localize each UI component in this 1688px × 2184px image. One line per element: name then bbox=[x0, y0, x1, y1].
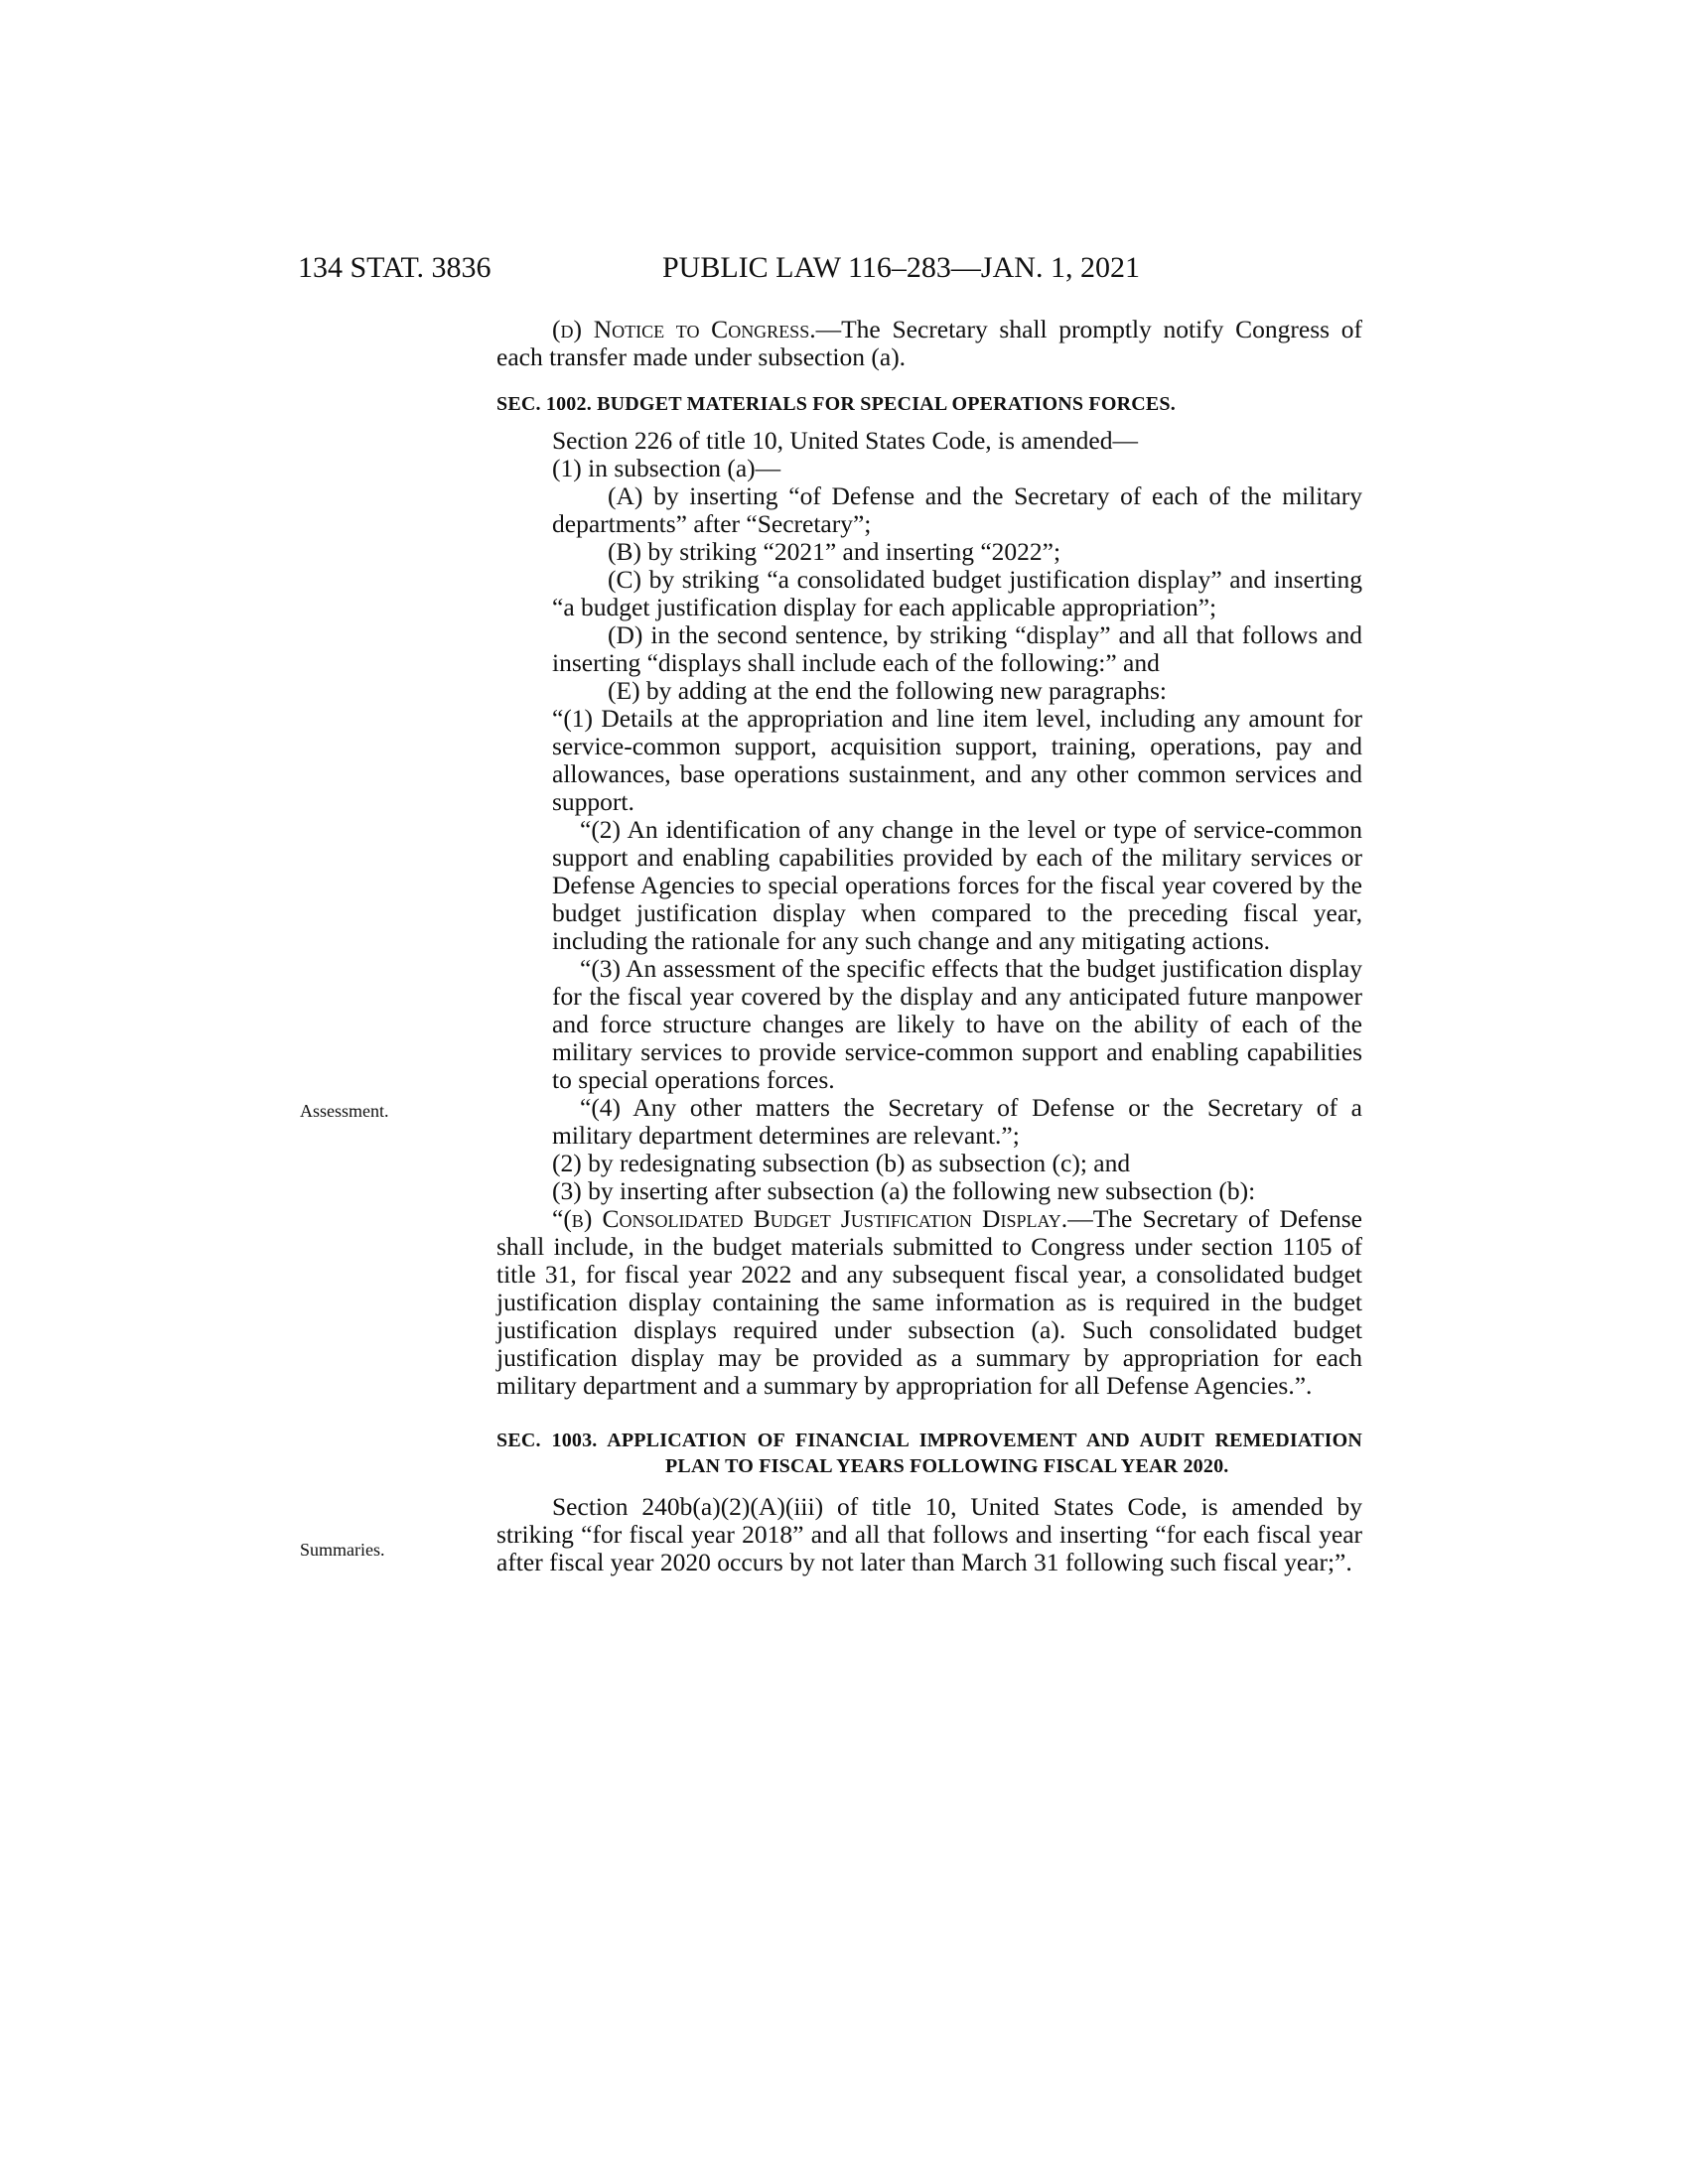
notice-paragraph bbox=[496, 316, 1362, 371]
notice-text: —The Secretary shall promptly notify Congress of each transfer made under subsection (a). bbox=[496, 315, 1362, 371]
para-d: (D) in the second sentence, by striking “display” and all that follows and inserting “displays shall include each of the following:” and bbox=[552, 620, 1362, 677]
notice-label: (d) Notice to Congress. bbox=[552, 315, 816, 343]
subsection-b-text: —The Secretary of Defense shall include, in the budget materials submitted to Congress under section 1105 of title 31, for fiscal year 2022 and any subsequent fiscal year, a consolidated budget justification display containing the same information as is required in the budget justification displays required under subsection (a). Such consolidated budget justification display may be provided as a summary by appropriation for each military department and a summary by appropriation for all Defense Agencies.”. bbox=[496, 1204, 1362, 1400]
body-text bbox=[496, 316, 1362, 1576]
para-e: (E) by adding at the end the following new paragraphs: bbox=[608, 676, 1167, 705]
page-running-title: PUBLIC LAW 116–283—JAN. 1, 2021 bbox=[662, 251, 1140, 284]
stat-reference: 134 STAT. 3836 bbox=[298, 251, 492, 284]
quoted-para-1: “(1) Details at the appropriation and line item level, including any amount for service-common support, acquisition support, training, operations, pay and allowances, base operations sustainment, and any other common services and support. bbox=[552, 704, 1362, 816]
margin-note-summaries: Summaries. bbox=[300, 1540, 385, 1560]
para-a: (A) by inserting “of Defense and the Secretary of each of the military departments” after “Secretary”; bbox=[552, 481, 1362, 538]
sec-1003-heading: SEC. 1003. APPLICATION OF FINANCIAL IMPROVEMENT AND AUDIT REMEDIATION PLAN TO FISCAL YEARS FOLLOWING FISCAL YEAR 2020. bbox=[496, 1430, 1362, 1477]
para-c: (C) by striking “a consolidated budget justification display” and inserting “a budget justification display for each applicable appropriation”; bbox=[552, 565, 1362, 621]
quoted-subsection-b bbox=[496, 1205, 1362, 1400]
para-b: (B) by striking “2021” and inserting “2022”; bbox=[608, 537, 1061, 566]
sec-1002-intro: Section 226 of title 10, United States Code, is amended— bbox=[552, 426, 1138, 455]
quoted-para-3: “(3) An assessment of the specific effects that the budget justification display for the fiscal year covered by the display and any anticipated future manpower and force structure changes are likely to have on the ability of each of the military services to provide service-common support and enabling capabilities to special operations forces. bbox=[552, 954, 1362, 1094]
para-2: (2) by redesignating subsection (b) as subsection (c); and bbox=[552, 1149, 1131, 1177]
sec-1003-text: Section 240b(a)(2)(A)(iii) of title 10, United States Code, is amended by striking “for fiscal year 2018” and all that follows and inserting “for each fiscal year after fiscal year 2020 occurs by not later than March 31 following such fiscal year;”. bbox=[496, 1492, 1362, 1576]
para-1: (1) in subsection (a)— bbox=[552, 454, 781, 482]
sec-1002-heading: SEC. 1002. BUDGET MATERIALS FOR SPECIAL OPERATIONS FORCES. bbox=[496, 393, 1176, 415]
quoted-para-4: “(4) Any other matters the Secretary of Defense or the Secretary of a military department determines are relevant.”; bbox=[552, 1093, 1362, 1150]
quoted-para-2: “(2) An identification of any change in the level or type of service-common support and enabling capabilities provided by each of the military services or Defense Agencies to special operations forces for the fiscal year covered by the budget justification display when compared to the preceding fiscal year, including the rationale for any such change and any mitigating actions. bbox=[552, 815, 1362, 955]
margin-note-assessment: Assessment. bbox=[300, 1101, 389, 1121]
subsection-b-label: “(b) Consolidated Budget Justification Display. bbox=[552, 1204, 1068, 1233]
para-3: (3) by inserting after subsection (a) the following new subsection (b): bbox=[552, 1176, 1256, 1205]
